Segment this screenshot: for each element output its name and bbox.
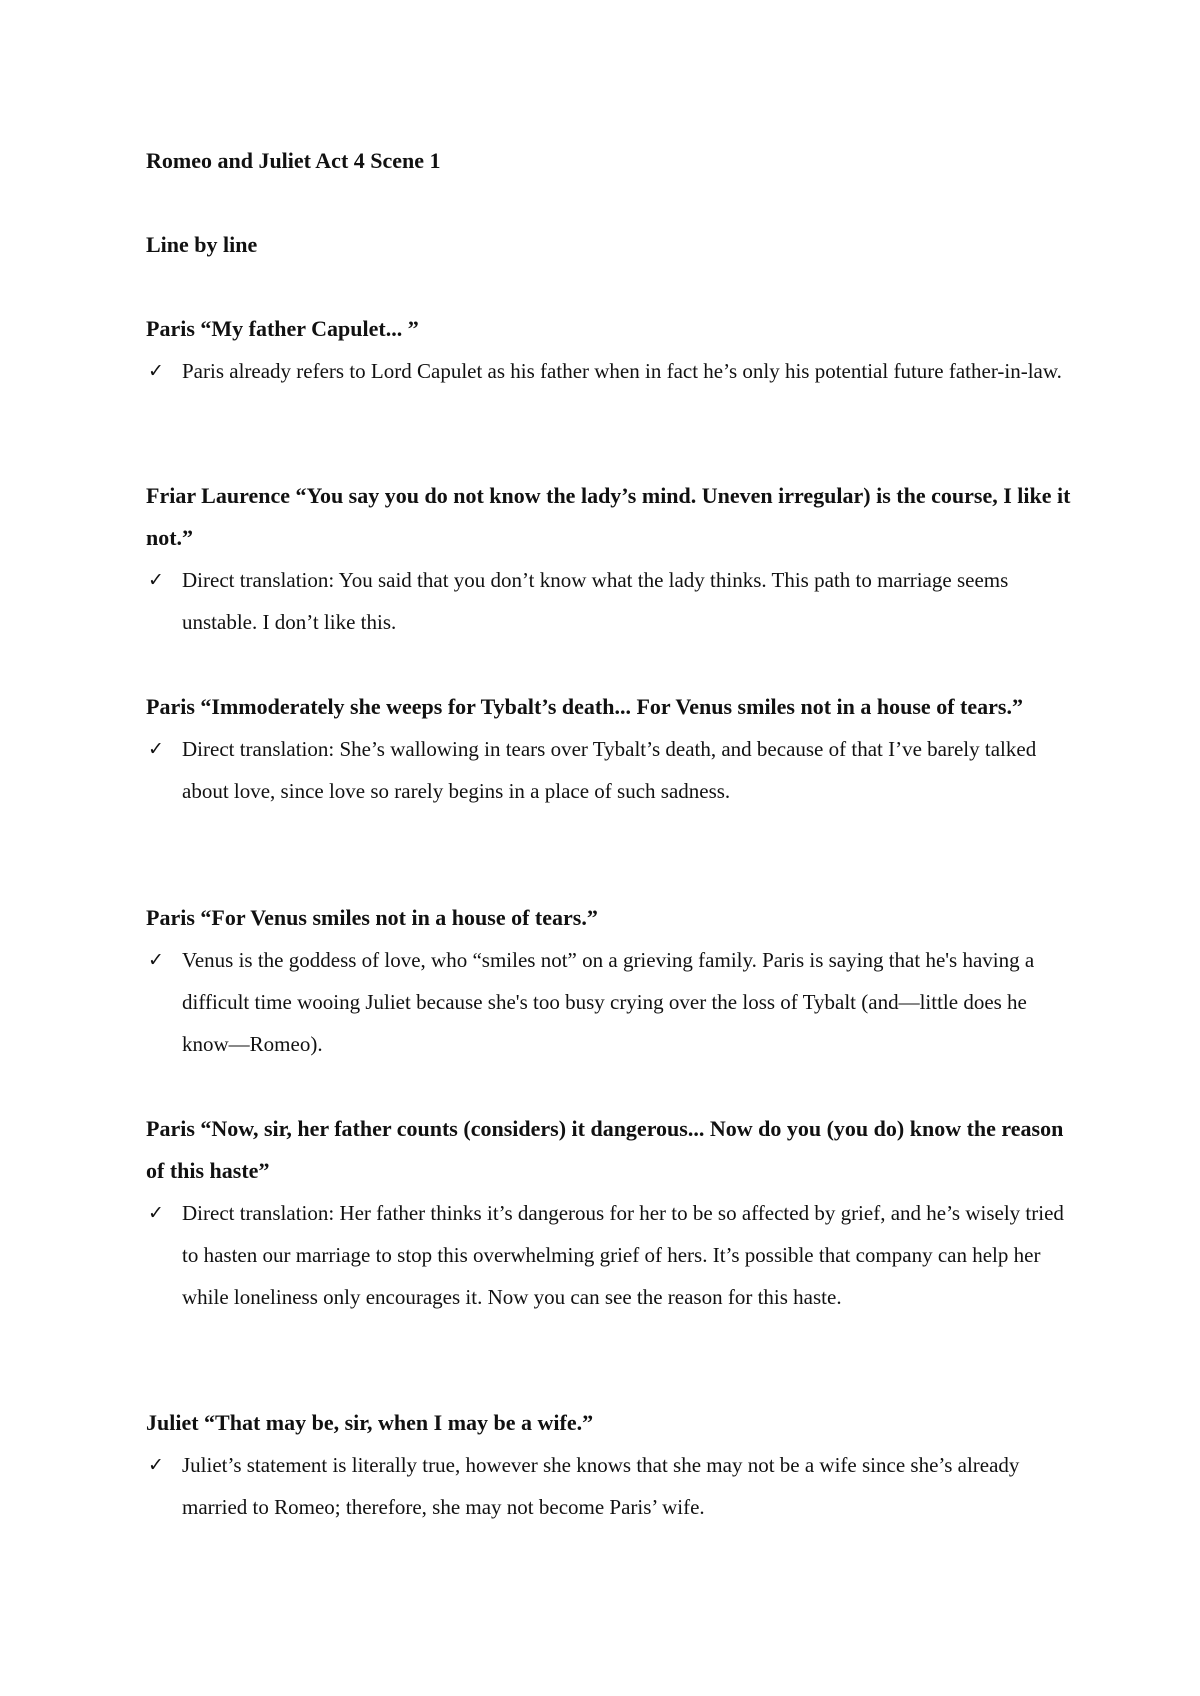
section-1 bbox=[146, 308, 1076, 392]
section-5 bbox=[146, 1108, 1076, 1318]
section-4 bbox=[146, 897, 1076, 1065]
check-icon: ✓ bbox=[148, 1454, 164, 1476]
bullet-item bbox=[146, 728, 1076, 812]
section-heading: Paris “Now, sir, her father counts (considers) it dangerous... Now do you (you do) know the reason of this haste” bbox=[146, 1116, 1064, 1183]
check-icon: ✓ bbox=[148, 1202, 164, 1224]
section-2 bbox=[146, 475, 1076, 643]
bullet-item bbox=[146, 939, 1076, 1065]
bullet-text: Direct translation: You said that you don’t know what the lady thinks. This path to marriage seems unstable. I don’t like this. bbox=[182, 568, 1009, 634]
document-title: Romeo and Juliet Act 4 Scene 1 bbox=[146, 148, 441, 173]
bullet-text: Venus is the goddess of love, who “smiles not” on a grieving family. Paris is saying that he's having a difficult time wooing Juliet because she's too busy crying over the loss of Tybalt (and—little does he know—Romeo). bbox=[182, 948, 1035, 1056]
bullet-text: Paris already refers to Lord Capulet as his father when in fact he’s only his potential future father-in-law. bbox=[182, 359, 1062, 383]
section-heading: Paris “My father Capulet... ” bbox=[146, 316, 419, 341]
section-heading: Paris “For Venus smiles not in a house of tears.” bbox=[146, 905, 598, 930]
section-3 bbox=[146, 686, 1076, 812]
section-heading: Paris “Immoderately she weeps for Tybalt’s death... For Venus smiles not in a house of tears.” bbox=[146, 694, 1023, 719]
section-6 bbox=[146, 1402, 1076, 1528]
bullet-text: Direct translation: She’s wallowing in tears over Tybalt’s death, and because of that I’ve barely talked about love, since love so rarely begins in a place of such sadness. bbox=[182, 737, 1037, 803]
check-icon: ✓ bbox=[148, 360, 164, 382]
document-subtitle: Line by line bbox=[146, 232, 258, 257]
bullet-text: Juliet’s statement is literally true, however she knows that she may not be a wife since she’s already married to Romeo; therefore, she may not become Paris’ wife. bbox=[182, 1453, 1020, 1519]
section-heading: Friar Laurence “You say you do not know the lady’s mind. Uneven irregular) is the course, I like it not.” bbox=[146, 483, 1071, 550]
check-icon: ✓ bbox=[148, 569, 164, 591]
check-icon: ✓ bbox=[148, 949, 164, 971]
section-heading: Juliet “That may be, sir, when I may be a wife.” bbox=[146, 1410, 594, 1435]
bullet-item bbox=[146, 559, 1076, 643]
check-icon: ✓ bbox=[148, 738, 164, 760]
bullet-item bbox=[146, 1192, 1076, 1318]
bullet-item bbox=[146, 1444, 1076, 1528]
bullet-text: Direct translation: Her father thinks it’s dangerous for her to be so affected by grief, and he’s wisely tried to hasten our marriage to stop this overwhelming grief of hers. It’s possible that company can help her while loneliness only encourages it. Now you can see the reason for this haste. bbox=[182, 1201, 1064, 1309]
bullet-item bbox=[146, 350, 1076, 392]
